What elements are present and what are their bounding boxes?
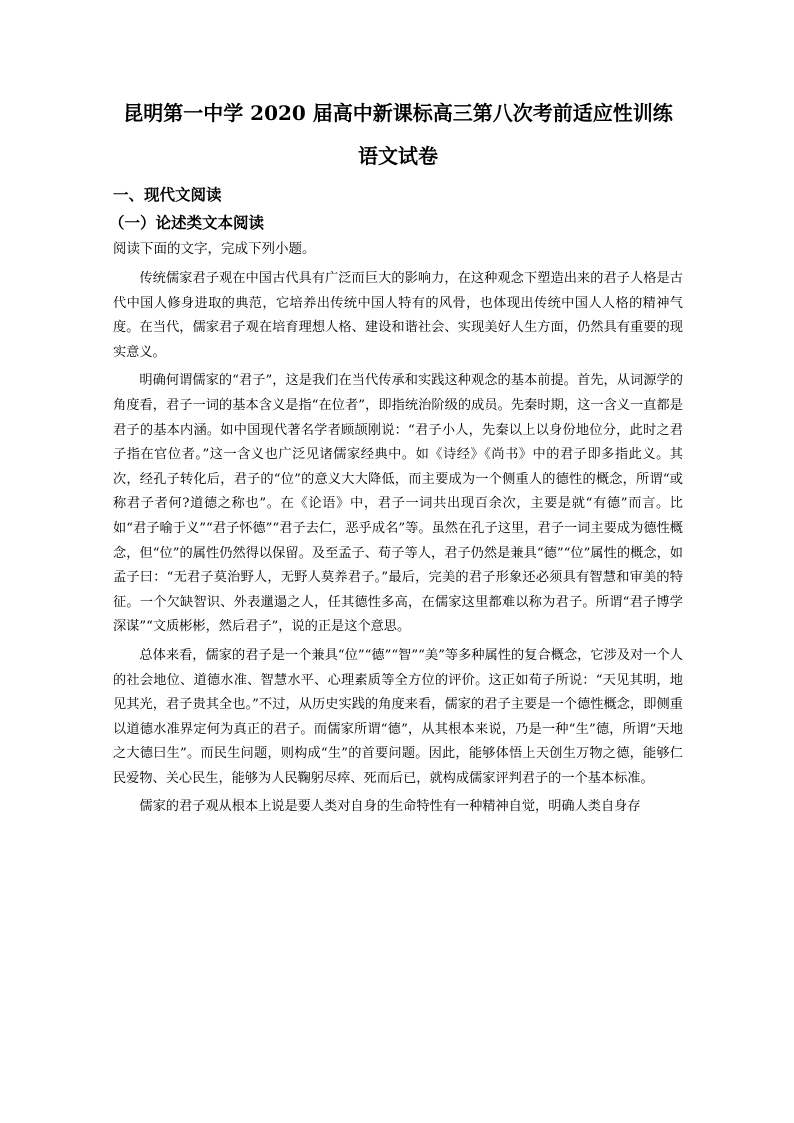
document-page — [109, 98, 683, 824]
passage-paragraph-4: 儒家的君子观从根本上说是要人类对自身的生命特性有一种精神自觉，明确人类自身存 — [139, 799, 641, 815]
section-heading: 一、现代文阅读 — [113, 185, 222, 204]
passage-paragraph-2: 明确何谓儒家的“君子”，这是我们在当代传承和实践这种观念的基本前提。首先，从词源学的角度看，君子一词的基本含义是指“在位者”，即指统治阶级的成员。先秦时期，这一含义一直都是君子的基本内涵。如中国现代著名学者顾颉刚说：“君子小人，先秦以上以身份地位分，此时之君子指在官位者。”这一含义也广泛见诸儒家经典中。如《诗经》《尚书》中的君子即多指此义。其次，经孔子转化后，君子的“位”的意义大大降低，而主要成为一个侧重人的德性的概念，所谓“或称君子者何?道德之称也”。在《论语》中，君子一词共出现百余次，主要是就“有德”而言。比如“君子喻于义”“君子怀德”“君子去仁，恶乎成名”等。虽然在孔子这里，君子一词主要成为德性概念，但“位”的属性仍然得以保留。及至孟子、荀子等人，君子仍然是兼具“德”“位”属性的概念，如孟子曰：“无君子莫治野人，无野人莫养君子。”最后，完美的君子形象还必须具有智慧和审美的特征。一个欠缺智识、外表邋遢之人，任其德性多高，在儒家这里都难以称为君子。所谓“君子博学深谋”“文质彬彬，然后君子”，说的正是这个意思。 — [113, 373, 683, 635]
passage-paragraph-3: 总体来看，儒家的君子是一个兼具“位”“德”“智”“美”等多种属性的复合概念，它涉及对一个人的社会地位、道德水准、智慧水平、心理素质等全方位的评价。这正如荀子所说：“天见其明，地见其光，君子贵其全也。”不过，从历史实践的角度来看，儒家的君子主要是一个德性概念，即侧重以道德水准界定何为真正的君子。而儒家所谓“德”，从其根本来说，乃是一种“生”德，所谓“天地之大德曰生”。而民生问题，则构成“生”的首要问题。因此，能够体悟上天创生万物之德，能够仁民爱物、关心民生，能够为人民鞠躬尽瘁、死而后已，就构成儒家评判君子的一个基本标准。 — [113, 647, 683, 786]
passage-paragraph-1: 传统儒家君子观在中国古代具有广泛而巨大的影响力，在这种观念下塑造出来的君子人格是古代中国人修身进取的典范，它培养出传统中国人特有的风骨，也体现出传统中国人人格的精神气度。在当代，儒家君子观在培育理想人格、建设和谐社会、实现美好人生方面，仍然具有重要的现实意义。 — [113, 271, 683, 360]
subsection-heading: （一）论述类文本阅读 — [109, 213, 265, 232]
title-line-1: 昆明第一中学 2020 届高中新课标高三第八次考前适应性训练 — [123, 101, 673, 125]
title-line-2: 语文试卷 — [358, 144, 438, 168]
instruction-text: 阅读下面的文字，完成下列小题。 — [113, 241, 316, 257]
